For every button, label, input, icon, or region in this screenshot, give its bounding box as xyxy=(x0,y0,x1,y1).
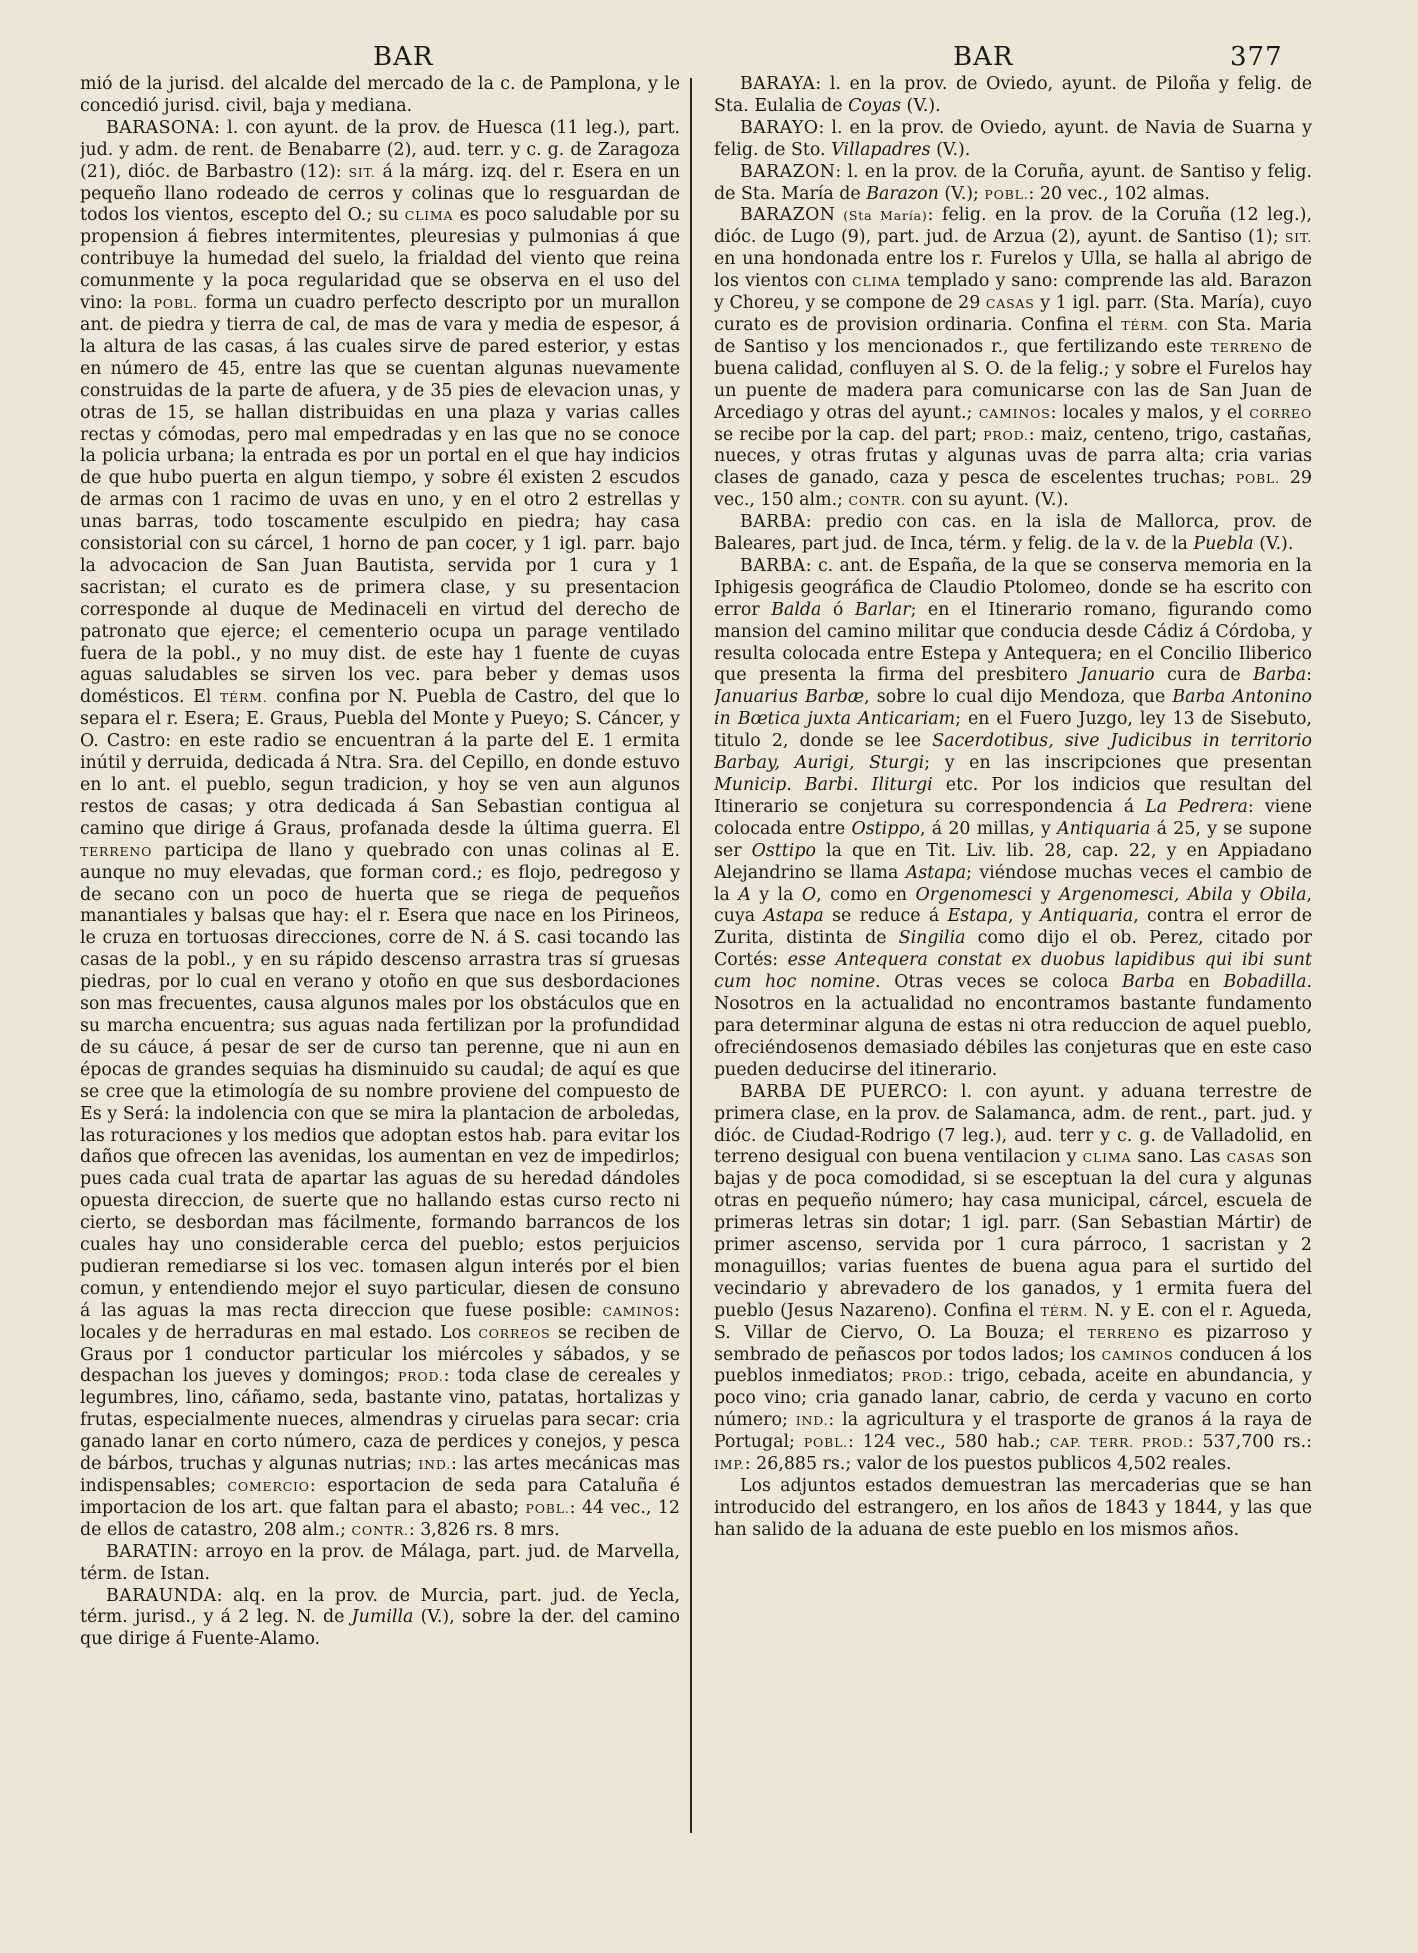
entry-text: ó xyxy=(821,599,855,620)
entry-barazon-l xyxy=(714,162,1312,206)
headword: BARAZON xyxy=(740,161,836,182)
small-caps-term: CAMINOS xyxy=(978,405,1051,421)
italic-term: Barba xyxy=(1121,972,1175,993)
italic-term: Antiquaria xyxy=(1057,818,1151,839)
entry-text: templado y sano: comprende las ald. Barazon y Choreu, y se compone de 29 xyxy=(714,271,1312,314)
entry-text: con su ayunt. (V.). xyxy=(905,490,1069,511)
small-caps-term: TERRENO xyxy=(80,843,153,859)
entry-text: á 25, y se supone ser xyxy=(714,818,1312,861)
small-caps-term: CLIMA xyxy=(852,274,901,290)
italic-term: Coyas xyxy=(848,95,902,116)
small-caps-term: (Sta María) xyxy=(835,208,928,224)
entry-text: ; viéndose muchas veces el cambio de la xyxy=(714,862,1312,905)
entry-text: Los adjuntos estados demuestran las mercaderias que se han introducido del estrangero, en los años de 1843 y 1844, y las que han salido de la aduana de este pueblo en los mismos años. xyxy=(714,1476,1312,1540)
entry-barba-de-puerco xyxy=(714,1082,1312,1476)
small-caps-term: SIT. xyxy=(348,164,376,180)
entry-text: ; y en las inscripciones que presentan xyxy=(924,753,1312,774)
small-caps-term: CASAS xyxy=(1226,1150,1276,1166)
entry-text: la que en Tit. Liv. lib. 28, cap. 22, y en Appiadano Alejandrino se llama xyxy=(714,840,1312,883)
small-caps-term: CLIMA xyxy=(1082,1150,1132,1166)
small-caps-term: CAP. TERR. PROD. xyxy=(1049,1435,1188,1451)
entry-text: participa de llano y quebrado con unas colinas al E. aunque no muy elevadas, que forman cord.; es flojo, pedregoso y de secano con un poco de huerta que se riega de pequeños manantiales y balsas que hay: el r. Esera que nace en los Pirineos, le cruza en tortuosas direcciones, corre de N. á S. casi tocando las casas de la pobl., y en su rápido descenso arrastra tras sí gruesas piedras, por lo cual en verano y otoño en que sus desbordaciones son mas frecuentes, causa algunos males por los obstáculos que en su marcha encuentra; sus aguas nada fertilizan por la profundidad de su cáuce, á pesar de ser de curso tan perenne, que ni aun en épocas de grandes sequias ha disminuido su caudal; de aquí es que se cree que la etimología de su nombre proviene del compuesto de Es y Será: la indolencia con que se mira la plantacion de arboledas, las roturaciones y los medios que adoptan estos hab. para evitar los daños que ofrecen las avenidas, los aumentan en vez de impedirlos; pues cada cual trata de apartar las aguas de su heredad dándoles opuesta direccion, de suerte que no hallando estas curso recto ni cierto, se desbordan mas fácilmente, formando barrancos de los cuales hay uno considerable cerca del pueblo; estos perjuicios pudieran remediarse si los vec. tomasen algun interés por el bien comun, y entendiendo mejor el suyo particular, diesen de consuno á las aguas la mas recta direccion que fuese posible: xyxy=(80,840,680,1321)
entry-text: : locales y malos, y el xyxy=(1050,402,1250,423)
entry-text: : xyxy=(1306,665,1312,686)
entry-text: se reciben de Graus por 1 conductor particular los miércoles y sábados, y se despachan los jueves y domingos; xyxy=(80,1322,680,1387)
entry-baraunda xyxy=(80,1586,680,1652)
entry-text: se reduce á xyxy=(823,906,948,927)
headword: BARBA xyxy=(740,555,806,576)
entry-text: y xyxy=(1032,884,1059,905)
entry-text: : l. con ayunt. y aduana terrestre de primera clase, en la prov. de Salamanca, adm. de rent., part. jud. y dióc. de Ciudad-Rodrigo (7 leg.), aud. terr y c. g. de Valladolid, en terreno desigual con buena ventilacion y xyxy=(714,1081,1312,1168)
small-caps-term: CAMINOS xyxy=(1101,1347,1174,1363)
headword: BARATIN xyxy=(106,1541,193,1562)
small-caps-term: POBL. xyxy=(803,1435,848,1451)
entry-text: á la márg. izq. del r. Esera en un pequeño llano rodeado de cerros y colinas que lo resguardan de todos los vientos, escepto del O.; su xyxy=(80,161,680,226)
italic-term: Estapa xyxy=(947,906,1008,927)
entry-text: en una hondonada entre los r. Furelos y Ulla, se halla al abrigo de los vientos con xyxy=(714,249,1312,292)
small-caps-term: TÉRM. xyxy=(219,690,268,706)
italic-term: Bobadilla xyxy=(1223,972,1307,993)
entry-barba-c-ant xyxy=(714,556,1312,1082)
entry-text: : arroyo en la prov. de Málaga, part. jud. de Marvella, térm. de Istan. xyxy=(80,1541,680,1584)
italic-term: Astapa xyxy=(905,862,967,883)
entry-barba-predio xyxy=(714,512,1312,556)
small-caps-term: IMP. xyxy=(714,1457,745,1473)
entry-text: , como en xyxy=(816,884,916,905)
headword: BARAYO xyxy=(740,117,819,138)
entry-text: : l. en la prov. de la Coruña, ayunt. de Santiso y felig. de Sta. María de xyxy=(714,161,1312,204)
left-column xyxy=(80,74,680,1844)
entry-text: : trigo, cebada, aceite en abundancia, y poco vino; cria ganado lanar, cabrio, de cerda y vacuno en corto número; xyxy=(714,1366,1312,1431)
entry-text: : c. ant. de España, de la que se conserva memoria en la Iphigesis geográfica de Claudio Ptolomeo, donde se ha escrito con error xyxy=(714,555,1312,620)
page-number: 377 xyxy=(1230,42,1283,72)
entry-text: son bajas y de poca comodidad, si se esceptuan la del cura y algunas otras en pequeño número; hay casa municipal, cárcel, escuela de primeras letras sin dotar; 1 igl. parr. (San Sebastian Mártir) de primer ascenso, servida por 1 cura párroco, 1 sacristan y 2 monaguillos; varias fuentes de buena agua para el surtido del vecindario y abrevadero de los ganados, y 1 ermita fuera del pueblo (Jesus Nazareno). Confina el xyxy=(714,1147,1312,1321)
small-caps-term: IND. xyxy=(795,1413,829,1429)
italic-term: Januario xyxy=(1080,665,1155,686)
entry-text: : 537,700 rs.: xyxy=(1187,1432,1312,1453)
entry-text: : viene colocada entre xyxy=(714,796,1312,839)
entry-text: : 26,885 rs.; valor de los puestos publicos 4,502 reales. xyxy=(744,1454,1232,1475)
headword: BARAYA xyxy=(740,74,816,94)
italic-term: Singilia xyxy=(898,928,966,949)
entry-text: : maiz, centeno, trigo, castañas, nueces, y otras frutas y algunas uvas de parra alta; cria varias clases de ganado, caza y pesca de escelentes truchas; xyxy=(714,424,1312,489)
italic-term: Argenomesci, Abila xyxy=(1058,884,1233,905)
small-caps-term: CONTR. xyxy=(351,1522,409,1538)
entry-barayo xyxy=(714,118,1312,162)
entry-text: sano. Las xyxy=(1131,1147,1227,1168)
entry-text: y la xyxy=(750,884,802,905)
italic-term: Balda xyxy=(771,599,822,620)
italic-term: Januarius Barbæ xyxy=(714,687,865,708)
italic-term: La Pedrera xyxy=(1145,796,1248,817)
entry-baratin xyxy=(80,1542,680,1586)
small-caps-term: CASAS xyxy=(985,296,1035,312)
entry-text: : l. con ayunt. de la prov. de Huesca (11 leg.), part. jud. y adm. de rent. de Benabarre (2), aud. terr. y c. g. de Zaragoza (21), dióc. de Barbastro (12): xyxy=(80,117,680,182)
entry-text: : l. en la prov. de Oviedo, ayunt. de Piloña y felig. de Sta. Eulalia de xyxy=(714,74,1312,116)
small-caps-term: POBL. xyxy=(984,186,1029,202)
italic-term: O xyxy=(801,884,817,905)
entry-text: , contra el error de Zurita, distinta de xyxy=(714,906,1312,949)
entry-text: N. y E. con el r. Agueda, S. Villar de Ciervo, O. La Bouza; el xyxy=(714,1300,1312,1343)
entry-text: forma un cuadro perfecto descripto por un murallon ant. de piedra y tierra de cal, de mas de vara y media de espesor, á la altura de las casas, á las cuales sirve de pared esterior, y estas en número de 45, entre las que se cuentan algunas nuevamente construidas de la parte de afuera, y de 35 pies de elevacion unas, y otras de 15, se hallan distribuidas en una plaza y varias calles rectas y cómodas, pero mal empedradas y en las que no se conoce la policia urbana; la entrada es por un portal en el que hay indicios de que hubo puerta en algun tiempo, y sobre él existen 2 escudos de armas con 1 racimo de uvas en uno, y en el otro 2 estrellas y unas barras, todo toscamente esculpido en piedra; hay casa consistorial con su cárcel, 1 horno de pan cocer, y 1 igl. parr. bajo la advocacion de San Juan Bautista, servida por 1 cura y 1 sacristan; el curato es de primera clase, y su presentacion corresponde al duque de Medinaceli en virtud del derecho de patronato que ejerce; el cementerio ocupa un parage ventilado fuera de la pobl., y no muy dist. de este hay 1 fuente de cuyas aguas saludables se sirven los vec. para beber y demas usos domésticos. El xyxy=(80,293,680,708)
italic-term: Antiquaria xyxy=(1039,906,1134,927)
italic-term: esse Antequera constat ex duobus lapidibus qui ibi sunt cum hoc nomine xyxy=(714,950,1312,993)
entry-text: : felig. en la prov. de la Coruña (12 leg.), dióc. de Lugo (9), part. jud. de Arzua (2), ayunt. de Santiso (1); xyxy=(714,205,1312,248)
left-running-head: BAR xyxy=(373,42,434,72)
entry-text: ; en el Fuero Juzgo, ley 13 de Sisebuto, titulo 2, donde se lee xyxy=(714,709,1312,752)
entry-text: mió de la jurisd. del alcalde del mercado de la c. de Pamplona, y le concedió jurisd. civil, baja y mediana. xyxy=(80,74,680,116)
entry-text: (V.). xyxy=(1253,534,1294,555)
entry-text: como dijo el ob. Perez, citado por Cortés: xyxy=(714,928,1312,971)
italic-term: Barba Antonino in Bœtica juxta Anticariam xyxy=(714,687,1312,730)
italic-term: Villapadres xyxy=(831,139,931,160)
entry-text: , y xyxy=(1008,906,1040,927)
small-caps-term: TÉRM. xyxy=(1040,1303,1089,1319)
headword: BARBA xyxy=(740,512,806,533)
entry-text: : 20 vec., 102 almas. xyxy=(1028,183,1210,204)
small-caps-term: IND. xyxy=(418,1457,452,1473)
small-caps-term: POBL. xyxy=(1235,471,1280,487)
small-caps-term: CONTR. xyxy=(848,493,906,509)
italic-term: Puebla xyxy=(1193,534,1254,555)
entry-text: : 3,826 rs. 8 mrs. xyxy=(408,1519,560,1540)
entry-text: se recibe por la cap. del part; xyxy=(714,424,984,445)
entry-baraya xyxy=(714,74,1312,118)
italic-term: Municip. Barbi. Iliturgi xyxy=(714,775,933,795)
entry-text: , á 20 millas, y xyxy=(919,818,1058,839)
entry-text: : 124 vec., 580 hab.; xyxy=(847,1432,1050,1453)
small-caps-term: TERRENO xyxy=(1087,1325,1160,1341)
entry-text: . Nosotros en la actualidad no encontramos bastante fundamento para determinar alguna de estas ni otra reduccion de aquel pueblo, ofreciéndosenos demasiado débiles las conjeturas que en este caso pueden deducirse del itinerario. xyxy=(714,972,1312,1080)
entry-text: cura de xyxy=(1154,665,1254,686)
small-caps-term: CLIMA xyxy=(404,208,454,224)
entry-text: , sobre lo cual dijo Mendoza, que xyxy=(864,687,1173,708)
entry-adjuntos xyxy=(714,1476,1312,1542)
entry-text: ; en el Itinerario romano, figurando como mansion del camino militar que conducia desde Cádiz á Córdoba, y resulta colocada entre Estepa y Antequera; en el Concilio Iliberico que presenta la firma del presbitero xyxy=(714,599,1312,686)
entry-text: confina por N. Puebla de Castro, del que lo separa el r. Esera; E. Graus, Puebla del Monte y Pueyo; S. Cáncer, y O. Castro: en este radio se encuentran á la parte del E. 1 ermita inútil y derruida, dedicada á Ntra. Sra. del Cepillo, en donde estuvo en lo ant. el pueblo, segun tradicion, y hoy se ven aun algunos restos de casas; y otra dedicada á San Sebastian contigua al camino que dirige á Graus, profanada desde la última guerra. El xyxy=(80,687,680,839)
entry-text: : alq. en la prov. de Murcia, part. jud. de Yecla, térm. jurisd., y á 2 leg. N. de xyxy=(80,1585,680,1628)
small-caps-term: PROD. xyxy=(397,1369,444,1385)
entry-barasona xyxy=(80,118,680,1542)
small-caps-term: CORREOS xyxy=(478,1325,551,1341)
italic-term: Osttipo xyxy=(751,840,816,861)
small-caps-term: TÉRM. xyxy=(1121,317,1169,333)
italic-term: Ostippo xyxy=(851,818,920,839)
entry-text: , cuya xyxy=(714,884,1312,927)
entry-text: : l. en la prov. de Oviedo, ayunt. de Navia de Suarna y felig. de Sto. xyxy=(714,117,1312,160)
italic-term: Orgenomesci xyxy=(915,884,1033,905)
entry-text: (V.). xyxy=(901,95,941,116)
italic-term: Barlar xyxy=(854,599,911,620)
entry-text: y 1 igl. parr. (Sta. María), cuyo curato es de provision ordinaria. Confina el xyxy=(714,293,1312,335)
entry-text: con Sta. Maria de Santiso y los mencionados r., que fertilizando este xyxy=(714,314,1312,357)
small-caps-term: TERRENO xyxy=(1210,339,1283,355)
small-caps-term: CORREO xyxy=(1249,405,1312,421)
right-column xyxy=(714,74,1312,1844)
entry-text: y xyxy=(1232,884,1260,905)
entry-text: es pizarroso y sembrado de peñascos por todos lados; los xyxy=(714,1322,1312,1365)
italic-term: Barba xyxy=(1253,665,1307,686)
headword: BARBA DE PUERCO xyxy=(740,1081,943,1102)
entry-text: : esportacion de seda para Cataluña é importacion de los art. que faltan para el abasto; xyxy=(80,1476,680,1518)
entry-text: (V.). xyxy=(930,139,971,160)
entry-text: (V.); xyxy=(938,183,985,204)
entry-text: es poco saludable por su propension á fiebres intermitentes, pleuresias y pulmonias á que contribuye la humedad del suelo, la frialdad del viento que reina comunmente y la poca regularidad que se observa en el uso del vino: la xyxy=(80,205,680,314)
entry-text: : 44 vec., 12 de ellos de catastro, 208 alm.; xyxy=(80,1497,680,1540)
italic-term: Jumilla xyxy=(351,1607,414,1628)
headword: BARAUNDA xyxy=(106,1585,217,1606)
entry-text: conducen á los pueblos inmediatos; xyxy=(714,1344,1312,1387)
italic-term: Sacerdotibus, sive Judicibus in territorio Barbay, Aurigi, Sturgi xyxy=(714,731,1312,774)
entry-text: : las artes mecánicas mas indispensables; xyxy=(80,1454,680,1496)
small-caps-term: CAMINOS xyxy=(602,1303,675,1319)
headword: BARAZON xyxy=(740,205,836,226)
small-caps-term: PROD. xyxy=(983,427,1029,443)
entry-text: de buena calidad, confluyen al S. O. de la felig.; y sobre el Furelos hay un puente de madera para comunicarse con las de San Juan de Arcediago y otras del ayunt.; xyxy=(714,336,1312,423)
entry-barazon-felig xyxy=(714,205,1312,512)
italic-term: Barazon xyxy=(866,183,939,204)
small-caps-term: SIT. xyxy=(1284,230,1312,246)
column-divider xyxy=(690,78,692,1833)
entry-text: : predio con cas. en la isla de Mallorca, prov. de Baleares, part jud. de Inca, térm. y felig. de la v. de la xyxy=(714,512,1312,555)
entry-text: 29 vec., 150 alm.; xyxy=(714,468,1312,511)
small-caps-term: POBL. xyxy=(525,1500,570,1516)
entry-text: : la agricultura y el trasporte de granos á la raya de Portugal; xyxy=(714,1410,1312,1453)
entry-text: : toda clase de cereales y legumbres, lino, cáñamo, seda, bastante vino, patatas, hortalizas y frutas, especialmente nueces, almendras y ciruelas para secar: cria ganado lanar en corto número, caza de perdices y conejos, y pesca de bárbos, truchas y algunas nutrias; xyxy=(80,1366,680,1475)
small-caps-term: COMERCIO xyxy=(227,1479,310,1494)
entry-cont xyxy=(80,74,680,118)
entry-text: en xyxy=(1174,972,1224,993)
entry-text: etc. Por los indicios que resultan del Itinerario se conjetura su correspondencia á xyxy=(714,775,1312,817)
entry-text: (V.), sobre la der. del camino que dirige á Fuente-Alamo. xyxy=(80,1607,680,1650)
italic-term: Astapa xyxy=(763,906,824,927)
headword: BARASONA xyxy=(106,117,215,138)
right-running-head: BAR xyxy=(953,42,1014,72)
small-caps-term: POBL. xyxy=(153,296,198,312)
entry-text: : locales y de herraduras en mal estado. Los xyxy=(80,1300,680,1343)
small-caps-term: PROD. xyxy=(902,1369,948,1385)
italic-term: A xyxy=(738,884,751,905)
italic-term: Obila xyxy=(1259,884,1307,905)
entry-text: . Otras veces se coloca xyxy=(875,972,1122,993)
